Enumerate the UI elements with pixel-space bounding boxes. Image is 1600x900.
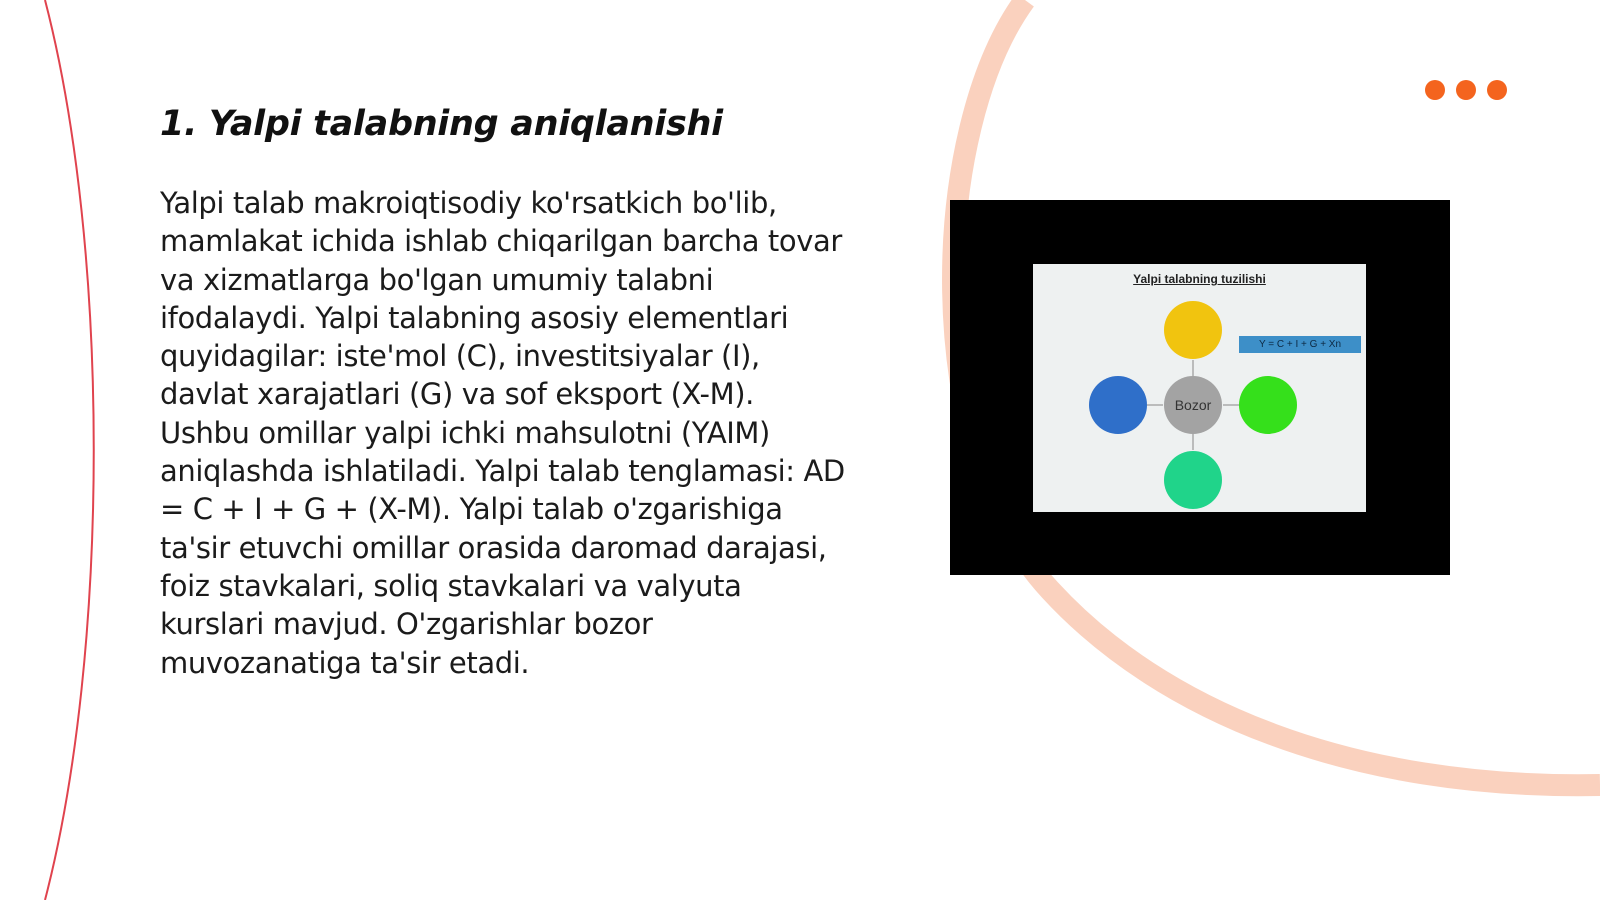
menu-dots (1425, 80, 1507, 100)
slide-title: 1. Yalpi talabning aniqlanishi (160, 104, 723, 144)
node-left (1089, 376, 1147, 434)
dot-3 (1487, 80, 1507, 100)
node-bottom (1164, 451, 1222, 509)
figure-frame (950, 200, 1450, 575)
diagram-panel (1033, 264, 1366, 512)
diagram-title: Yalpi talabning tuzilishi (1133, 272, 1266, 286)
dot-2 (1456, 80, 1476, 100)
dot-1 (1425, 80, 1445, 100)
slide-body-text: Yalpi talab makroiqtisodiy ko'rsatkich bo'lib, mamlakat ichida ishlab chiqarilgan barcha tovar va xizmatlarga bo'lgan umumiy talabni ifodalaydi. Yalpi talabning asosiy elementlari quyidagilar: iste'mol (C), investitsiyalar (I), davlat xarajatlari (G) va sof eksport (X-M). Ushbu omillar yalpi ichki mahsulotni (YAIM) aniqlashda ishlatiladi. Yalpi talab tenglamasi: AD = C + I + G + (X-M). Yalpi talab o'zgarishiga ta'sir etuvchi omillar orasida daromad darajasi, foiz stavkalari, soliq stavkalari va valyuta kurslari mavjud. O'zgarishlar bozor muvozanatiga ta'sir etadi. (160, 186, 845, 680)
node-right (1239, 376, 1297, 434)
formula-box: Y = C + I + G + Xn (1239, 336, 1361, 353)
node-top (1164, 301, 1222, 359)
left-red-curve (45, 0, 94, 900)
node-bozor: Bozor (1164, 376, 1222, 434)
